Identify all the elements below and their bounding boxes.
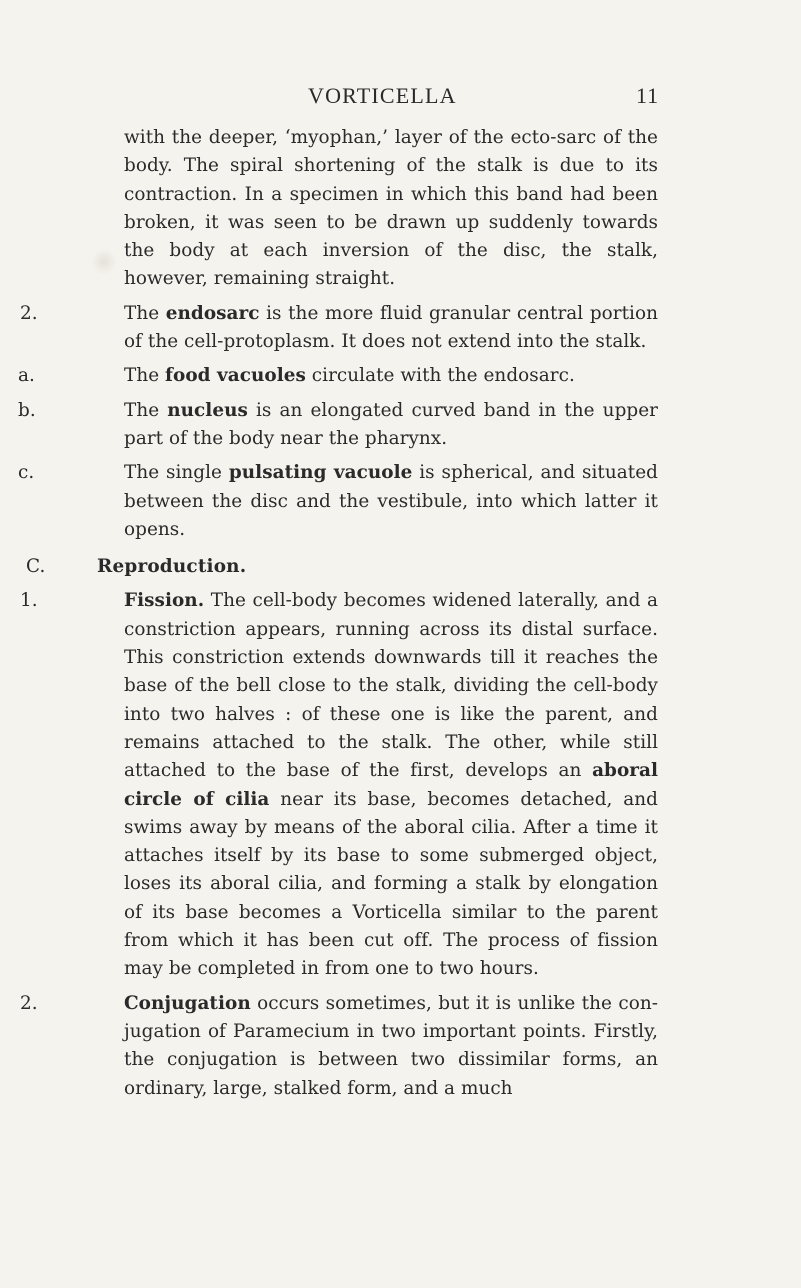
term-endosarc: endosarc — [165, 302, 260, 324]
section-title: Reproduction. — [97, 556, 247, 578]
running-header — [0, 83, 801, 113]
paragraph-nucleus — [18, 397, 658, 454]
paragraph-text: is an elongated curved band in the upper part of the body near the pharynx. — [124, 399, 658, 449]
list-marker: 1. — [20, 590, 38, 612]
section-heading-reproduction — [26, 553, 658, 581]
page-number: 11 — [636, 83, 660, 108]
term-conjugation: Conjugation — [124, 992, 251, 1014]
list-marker: 2. — [20, 992, 38, 1014]
paragraph-lead: The single — [124, 462, 229, 484]
paragraph-text: is spherical, and situated between the disc and the vestibule, into which latter it opens. — [124, 462, 658, 540]
list-marker: c. — [18, 462, 35, 484]
term-fission: Fission. — [124, 590, 205, 612]
running-title: VORTICELLA — [308, 83, 457, 108]
term-food-vacuoles: food vacuoles — [165, 365, 306, 387]
paragraph-text: with the deeper, ‘myophan,’ layer of the ecto-sarc of the body. The spiral shortening of the stalk is due to its contraction. In a specimen in which this band had been broken, it was seen to be drawn up suddenly towards the body at each inversion of the disc, the stalk, however, remaining straight. — [124, 127, 658, 290]
term-aboral-circle: aboral circle of cilia — [124, 760, 658, 810]
paragraph-lead: The — [124, 365, 166, 387]
paragraph-text: near its base, becomes detached, and swims away by means of the aboral cilia. After a time it attaches itself by its base to some submerged object, loses its aboral cilia, and forming a stalk by elongation of its base becomes a Vorticella similar to the parent from which it has been cut off. The process of fission may be completed in from one to two hours. — [124, 788, 658, 980]
term-nucleus: nucleus — [167, 399, 248, 421]
paragraph-text: The cell-body becomes widened laterally, and a constriction appears, running across its distal surface. This constriction extends downwards till it reaches the base of the bell close to the stalk, dividing the cell-body into two halves : of these one is like the parent, and remains attached to the stalk. The other, while still attached to the base of the first, develops an — [124, 590, 658, 782]
paragraph-fission — [20, 587, 658, 983]
paragraph-conjugation — [20, 990, 658, 1103]
list-marker: a. — [18, 365, 35, 387]
paragraph-endosarc — [20, 300, 658, 357]
paragraph-text: is the more fluid granular central portion of the cell-protoplasm. It does not extend into the stalk. — [124, 302, 658, 353]
paragraph-lead: The — [124, 399, 168, 421]
paragraph-food-vacuoles — [18, 362, 658, 390]
list-marker: 2. — [20, 302, 38, 324]
paragraph-text: occurs sometimes, but it is unlike the con-jugation of Paramecium in two important points. Firstly, the conjugation is between two dissimilar forms, an ordinary, large, stalked form, and a much — [124, 992, 658, 1099]
paragraph-text: circulate with the endosarc. — [305, 365, 575, 387]
term-pulsating-vacuole: pulsating vacuole — [228, 462, 413, 484]
paragraph-lead: The — [124, 302, 166, 324]
paragraph-pulsating-vacuole — [18, 459, 658, 544]
list-marker: b. — [18, 399, 36, 421]
section-marker: C. — [26, 556, 46, 578]
paragraph-ectosarc-continuation — [124, 124, 658, 294]
page-body — [0, 124, 801, 1103]
